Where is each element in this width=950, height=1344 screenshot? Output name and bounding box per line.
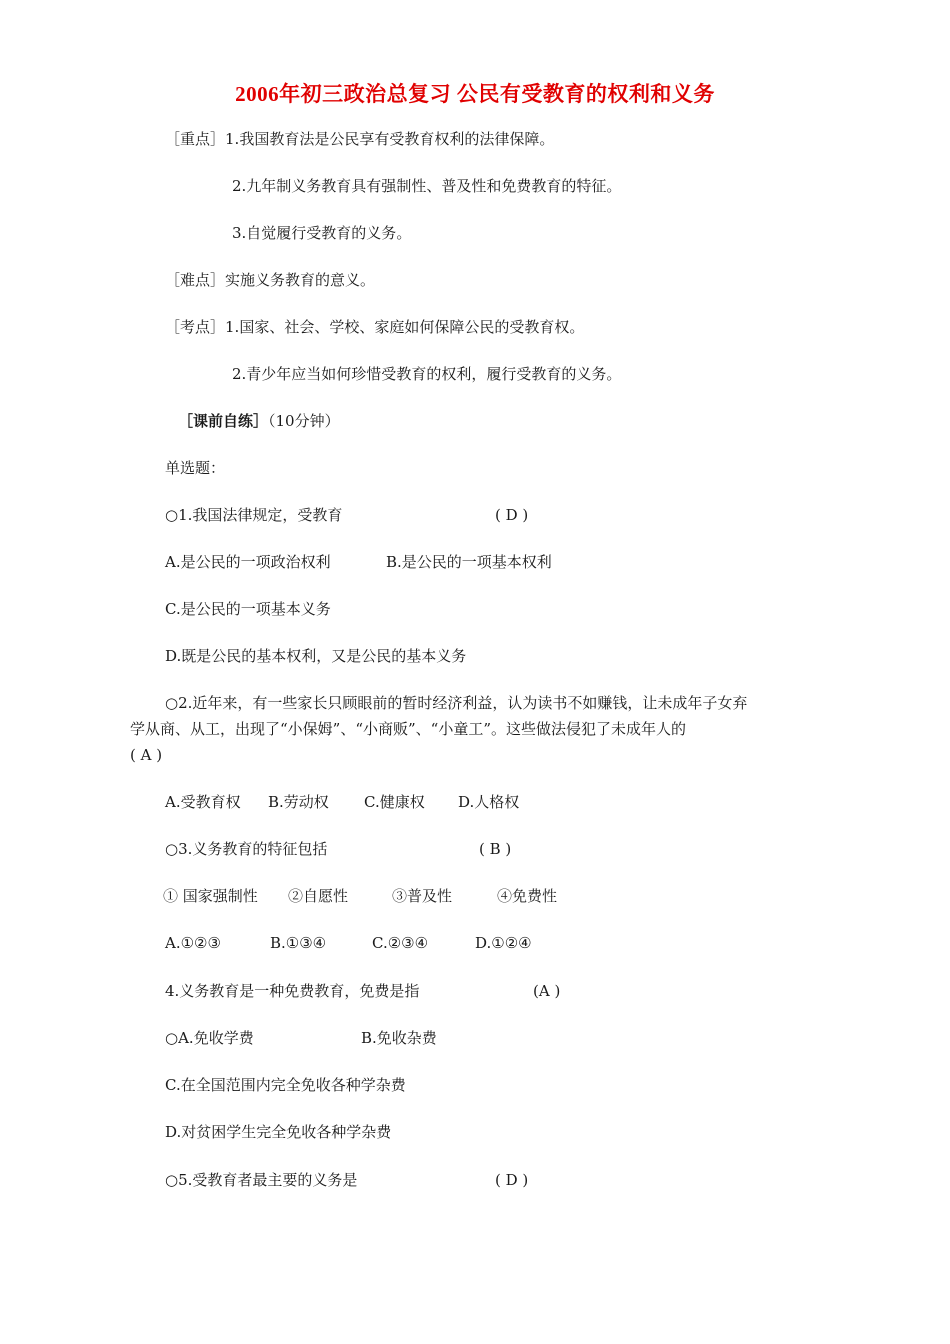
exam-point-1: 1.国家、社会、学校、家庭如何保障公民的受教育权。 xyxy=(225,318,585,336)
q3-statement-2: ②自愿性 xyxy=(288,887,349,905)
key-point-2: 2.九年制义务教育具有强制性、普及性和免费教育的特征。 xyxy=(232,177,622,195)
q2-option-a: A.受教育权 xyxy=(165,793,241,811)
q3-stem: ○3.义务教育的特征包括 xyxy=(165,840,328,858)
q1-option-c: C.是公民的一项基本义务 xyxy=(165,600,331,618)
q3-option-b: B.①③④ xyxy=(270,934,327,952)
document-title: 2006年初三政治总复习 公民有受教育的权利和义务 xyxy=(235,82,715,106)
q3-statement-1: ① 国家强制性 xyxy=(163,887,258,905)
key-points-label: ［重点］ xyxy=(165,130,226,148)
exam-points-label: ［考点］ xyxy=(165,318,226,336)
practice-time: （10分钟） xyxy=(268,412,340,430)
q3-option-c: C.②③④ xyxy=(372,934,429,952)
q3-statement-4: ④免费性 xyxy=(497,887,558,905)
exam-point-2: 2.青少年应当如何珍惜受教育的权利，履行受教育的义务。 xyxy=(232,365,622,383)
q2-stem-line-2: 学从商、从工，出现了“小保姆”、“小商贩”、“小童工”。这些做法侵犯了未成年人的 xyxy=(130,720,687,738)
practice-heading xyxy=(178,411,340,431)
key-point-3: 3.自觉履行受教育的义务。 xyxy=(232,224,412,242)
key-points-line-1 xyxy=(165,129,554,149)
q3-statement-3: ③普及性 xyxy=(392,887,453,905)
q4-option-a: ○A.免收学费 xyxy=(165,1029,254,1047)
difficult-points-line xyxy=(165,270,375,290)
q3-option-d: D.①②④ xyxy=(475,934,532,952)
q2-option-c: C.健康权 xyxy=(364,793,425,811)
difficult-points-label: ［难点］ xyxy=(165,271,226,289)
exam-points-line-1 xyxy=(165,317,584,337)
q3-answer: ( B ) xyxy=(479,840,512,858)
difficult-point-1: 实施义务教育的意义。 xyxy=(225,271,376,289)
key-point-1: 1.我国教育法是公民享有受教育权利的法律保障。 xyxy=(225,130,555,148)
q2-option-d: D.人格权 xyxy=(458,793,520,811)
q4-option-b: B.免收杂费 xyxy=(361,1029,437,1047)
section-single-choice: 单选题： xyxy=(165,459,226,477)
q1-answer: ( D ) xyxy=(495,506,529,524)
q2-option-b: B.劳动权 xyxy=(268,793,329,811)
q1-stem: ○1.我国法律规定，受教育 xyxy=(165,506,343,524)
q4-answer: (A ) xyxy=(533,982,561,1000)
q4-option-c: C.在全国范围内完全免收各种学杂费 xyxy=(165,1076,406,1094)
q5-stem: ○5.受教育者最主要的义务是 xyxy=(165,1171,358,1189)
q2-answer: ( A ) xyxy=(130,746,163,764)
q1-option-d: D.既是公民的基本权利，又是公民的基本义务 xyxy=(165,647,467,665)
q4-stem: 4.义务教育是一种免费教育，免费是指 xyxy=(165,982,420,1000)
q4-option-d: D.对贫困学生完全免收各种学杂费 xyxy=(165,1123,392,1141)
practice-label: ［课前自练］ xyxy=(178,412,269,430)
q3-option-a: A.①②③ xyxy=(165,934,221,952)
q1-option-b: B.是公民的一项基本权利 xyxy=(386,553,552,571)
q5-answer: ( D ) xyxy=(495,1171,529,1189)
q1-option-a: A.是公民的一项政治权利 xyxy=(165,553,331,571)
q2-stem-line-1: ○2.近年来，有一些家长只顾眼前的暂时经济利益，认为读书不如赚钱，让未成年子女弃 xyxy=(165,694,748,712)
